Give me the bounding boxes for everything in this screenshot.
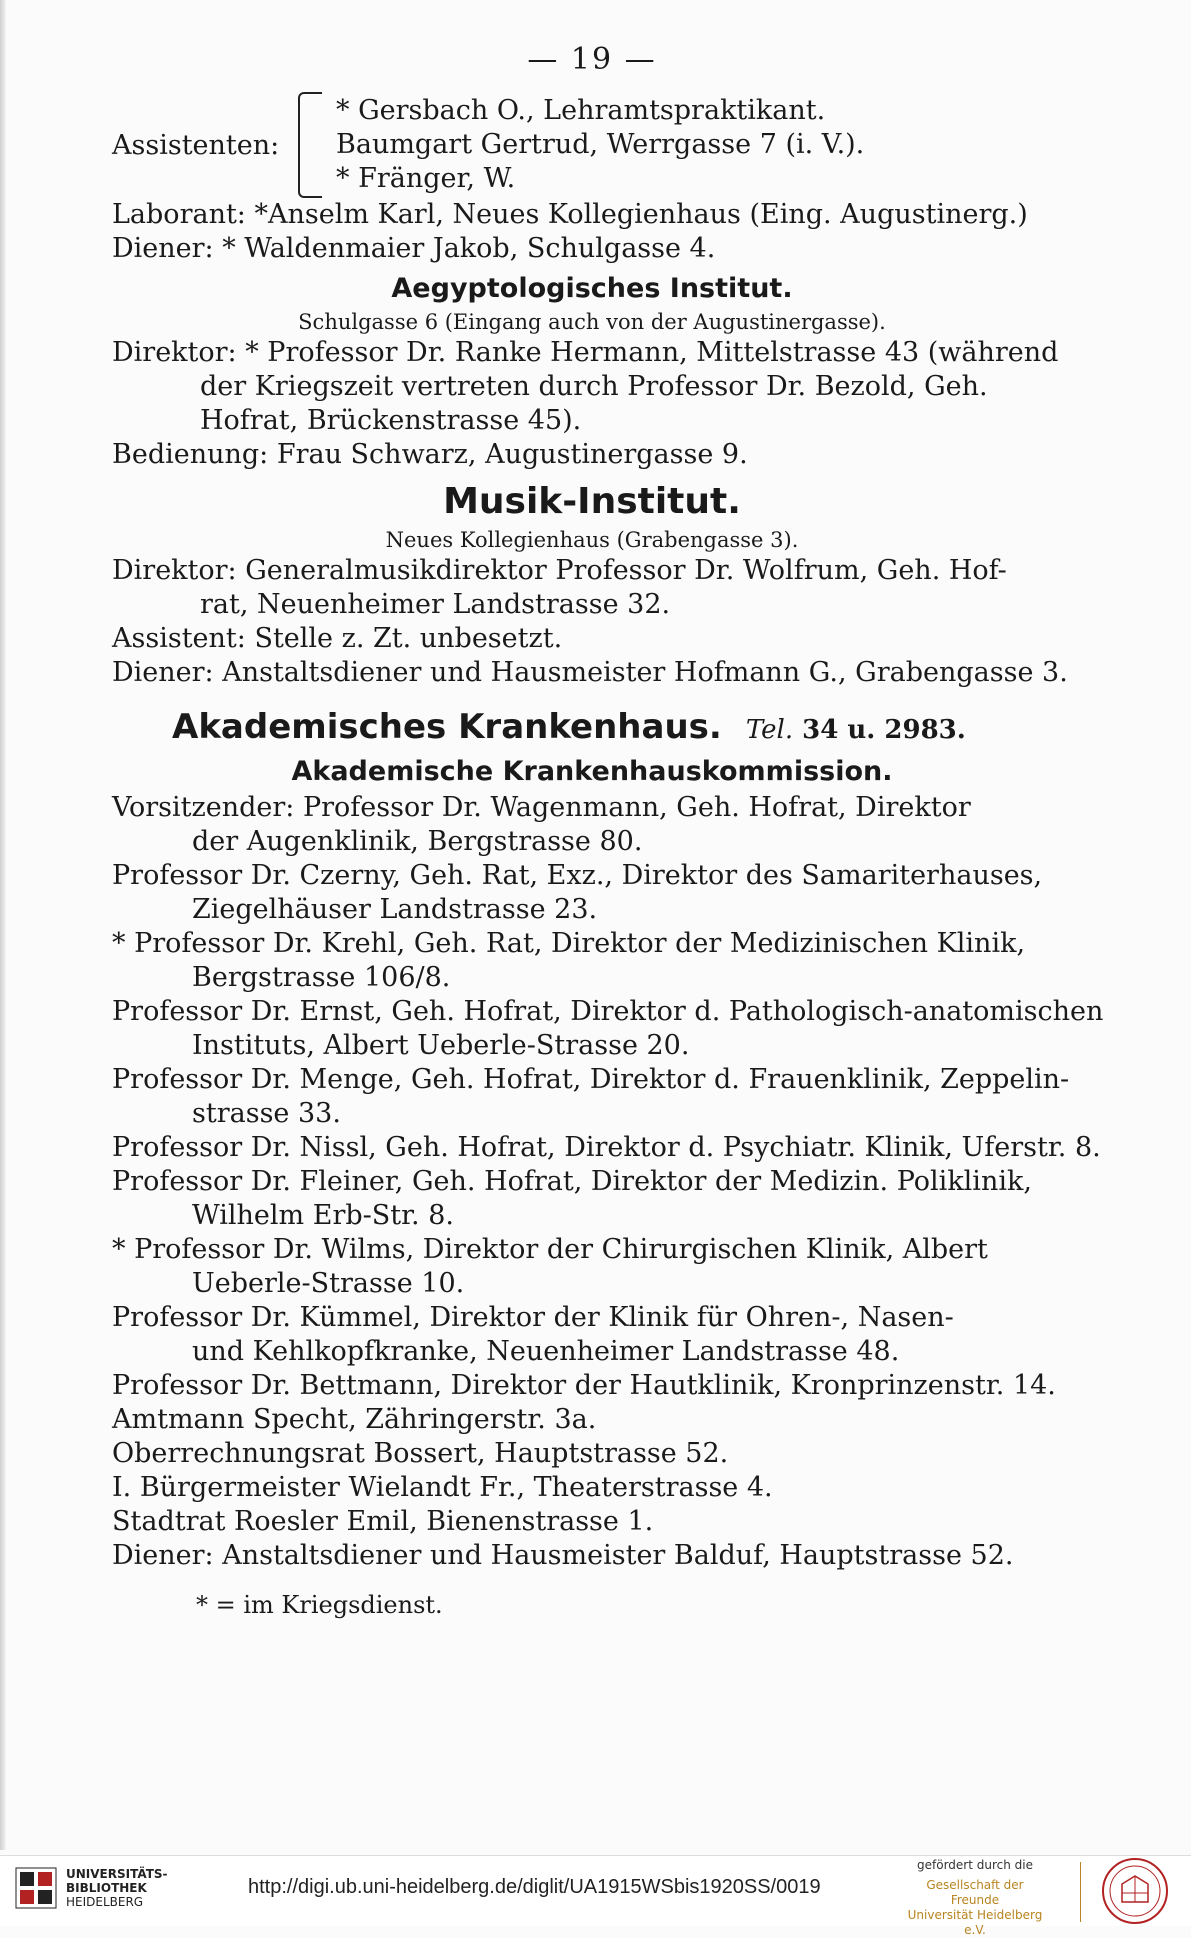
direktor-continuation: der Kriegszeit vertreten durch Professor Dr. Bezold, Geh. [200,371,988,402]
society-name-line: Gesellschaft der Freunde [926,1878,1024,1907]
assistants-list [336,94,864,196]
direktor-continuation: rat, Neuenheimer Landstrasse 32. [200,589,671,620]
telephone [746,715,966,745]
kommission-entry: Professor Dr. Kümmel, Direktor der Klinik für Ohren-, Nasen- [112,1302,954,1333]
assistant-line: * Fränger, W. [336,163,516,194]
kommission-entry-continuation: Bergstrasse 106/8. [192,962,451,993]
section-address: Schulgasse 6 (Eingang auch von der Augustinergasse). [298,310,886,334]
page-number: — 19 — [527,42,657,77]
kommission-entry: Professor Dr. Fleiner, Geh. Hofrat, Direktor der Medizin. Poliklinik, [112,1166,1032,1197]
section-address: Neues Kollegienhaus (Grabengasse 3). [385,528,799,552]
kommission-entry: Vorsitzender: Professor Dr. Wagenmann, Geh. Hofrat, Direktor [112,792,971,823]
kommission-entry: Professor Dr. Ernst, Geh. Hofrat, Direktor d. Pathologisch-anatomischen [112,996,1104,1027]
section-title-musik: Musik-Institut. [443,481,741,522]
library-branding [14,1866,168,1910]
kommission-entry: * Professor Dr. Krehl, Geh. Rat, Direktor der Medizinischen Klinik, [112,928,1026,959]
kommission-entry: Professor Dr. Nissl, Geh. Hofrat, Direktor d. Psychiatr. Klinik, Uferstr. 8. [112,1132,1101,1163]
assistant-line: * Gersbach O., Lehramtspraktikant. [336,95,826,126]
direktor-continuation: Hofrat, Brückenstrasse 45). [200,405,582,436]
funded-by-text: gefördert durch die [917,1858,1033,1872]
sponsor-divider [1080,1862,1081,1922]
assistant-line: Baumgart Gertrud, Werrgasse 7 (i. V.). [336,129,865,160]
diener-line: Diener: * Waldenmaier Jakob, Schulgasse 4. [112,233,716,264]
bedienung-line: Bedienung: Frau Schwarz, Augustinergasse 9. [112,439,748,470]
permalink-url[interactable]: http://digi.ub.uni-heidelberg.de/diglit/UA1915WSbis1920SS/0019 [248,1876,821,1898]
society-name-line: Universität Heidelberg e.V. [907,1908,1043,1937]
kommission-entry: Oberrechnungsrat Bossert, Hauptstrasse 52. [112,1438,729,1469]
assistent-line: Assistent: Stelle z. Zt. unbesetzt. [112,623,563,654]
kommission-entry: Professor Dr. Czerny, Geh. Rat, Exz., Direktor des Samariterhauses, [112,860,1043,891]
kommission-entry: Professor Dr. Bettmann, Direktor der Hautklinik, Kronprinzenstr. 14. [112,1370,1056,1401]
kommission-entry-continuation: strasse 33. [192,1098,341,1129]
kommission-entry: Stadtrat Roesler Emil, Bienenstrasse 1. [112,1506,654,1537]
kommission-entry-continuation: Instituts, Albert Ueberle-Strasse 20. [192,1030,690,1061]
footnote: * = im Kriegsdienst. [196,1591,443,1619]
assistants-label: Assistenten: [112,129,280,161]
university-seal-icon [1100,1856,1170,1926]
footer-bar [0,1855,1191,1937]
kommission-entries [112,791,1104,1573]
page-edge [0,0,6,1850]
tel-numbers: 34 u. 2983. [802,715,966,745]
library-name [66,1867,168,1909]
kommission-entry-continuation: Ueberle-Strasse 10. [192,1268,465,1299]
section-title-aegyptologie: Aegyptologisches Institut. [391,273,793,304]
kommission-entry: Professor Dr. Menge, Geh. Hofrat, Direktor d. Frauenklinik, Zeppelin- [112,1064,1070,1095]
diener-line: Diener: Anstaltsdiener und Hausmeister Hofmann G., Grabengasse 3. [112,657,1068,688]
direktor-line: Direktor: * Professor Dr. Ranke Hermann, Mittelstrasse 43 (während [112,337,1059,368]
section-title-krankenhaus [112,704,1072,753]
brace-icon [298,92,322,198]
kommission-entry-continuation: und Kehlkopfkranke, Neuenheimer Landstrasse 48. [192,1336,900,1367]
direktor-line: Direktor: Generalmusikdirektor Professor Dr. Wolfrum, Geh. Hof- [112,555,1007,586]
kommission-entry-continuation: Ziegelhäuser Landstrasse 23. [192,894,598,925]
kommission-entry-continuation: der Augenklinik, Bergstrasse 80. [192,826,643,857]
kommission-entry-continuation: Wilhelm Erb-Str. 8. [192,1200,454,1231]
laborant-line: Laborant: *Anselm Karl, Neues Kollegienhaus (Eing. Augustinerg.) [112,199,1028,230]
assistants-block [112,92,1072,198]
kommission-entry: Diener: Anstaltsdiener und Hausmeister Balduf, Hauptstrasse 52. [112,1540,1014,1571]
page-text [112,40,1104,1619]
krankenhaus-title: Akademisches Krankenhaus. [172,707,722,747]
tel-label: Tel. [745,715,794,745]
kommission-entry: Amtmann Specht, Zähringerstr. 3a. [112,1404,597,1435]
library-name-line: HEIDELBERG [66,1895,144,1909]
library-logo-icon [14,1866,58,1910]
kommission-entry: * Professor Dr. Wilms, Direktor der Chirurgischen Klinik, Albert [112,1234,988,1265]
kommission-entry: I. Bürgermeister Wielandt Fr., Theaterstrasse 4. [112,1472,773,1503]
sponsor-block [905,1858,1045,1938]
library-name-line: BIBLIOTHEK [66,1881,147,1895]
library-name-line: UNIVERSITÄTS- [66,1867,168,1881]
section-subtitle-kommission: Akademische Krankenhauskommission. [291,756,893,787]
